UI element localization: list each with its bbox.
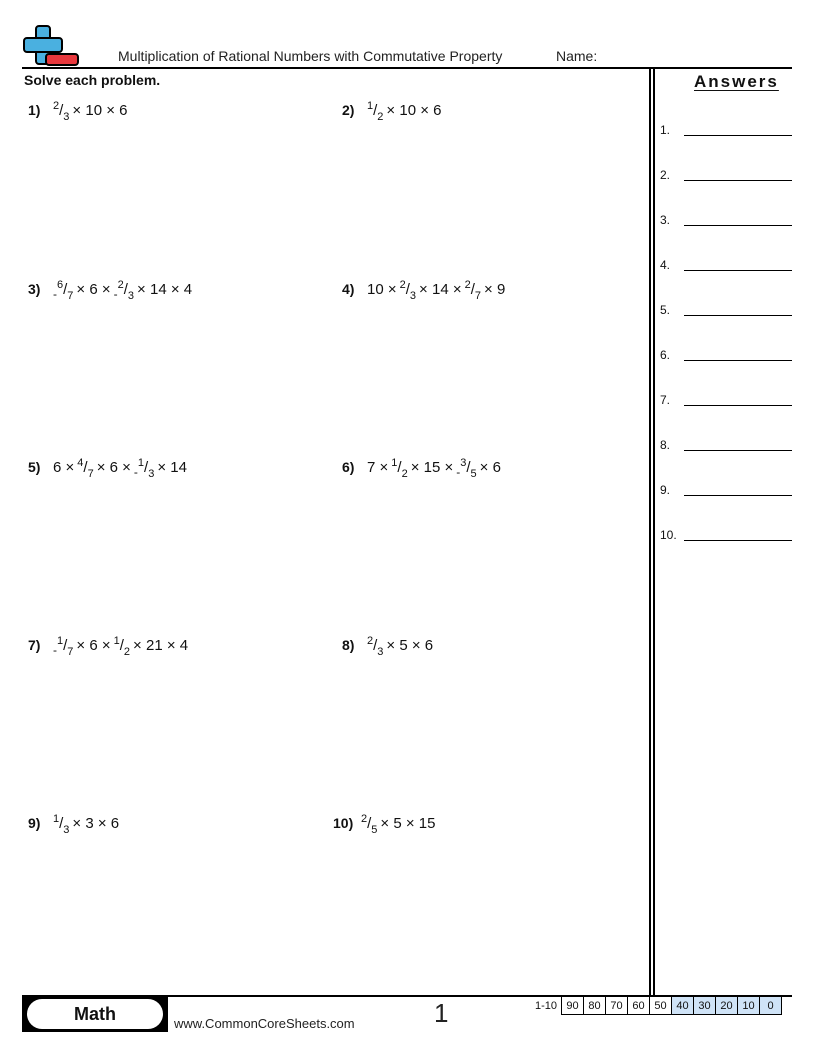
fraction-denominator: 7 <box>474 290 482 302</box>
expression-text: × 3 × 6 <box>72 815 120 832</box>
answer-number: 2. <box>660 168 671 182</box>
subject-badge: Math <box>27 999 163 1029</box>
fraction-numerator: 1 <box>113 635 120 647</box>
expression-text: × 6 <box>479 459 501 476</box>
expression-text: 7 × <box>367 459 389 476</box>
fraction-numerator: 1 <box>57 635 64 647</box>
answer-row <box>660 393 792 413</box>
score-table <box>532 996 782 1015</box>
answer-blank[interactable] <box>684 450 792 451</box>
fraction-slash: / <box>83 459 88 476</box>
problem-expression <box>367 635 436 658</box>
negative-sign: - <box>456 465 461 479</box>
problem-expression <box>53 457 190 480</box>
problem-expression <box>53 100 130 123</box>
footer-url[interactable]: www.CommonCoreSheets.com <box>174 1016 355 1031</box>
expression-text: × 14 × <box>419 281 462 298</box>
fraction-slash: / <box>59 102 64 119</box>
answer-row <box>660 168 792 188</box>
answers-heading: Answers <box>694 72 779 91</box>
fraction-numerator: 6 <box>57 279 64 291</box>
score-cell: 80 <box>584 997 606 1015</box>
fraction-denominator: 3 <box>127 290 135 302</box>
score-range-label: 1-10 <box>535 999 558 1012</box>
fraction <box>133 457 155 480</box>
score-cell: 20 <box>716 997 738 1015</box>
fraction-denominator: 2 <box>377 111 384 123</box>
answer-blank[interactable] <box>684 540 792 541</box>
fraction-slash: / <box>397 459 402 476</box>
answer-number: 8. <box>660 438 671 452</box>
answer-row <box>660 438 792 458</box>
answer-number: 1. <box>660 123 671 137</box>
fraction <box>399 279 417 302</box>
answer-blank[interactable] <box>684 405 792 406</box>
answer-row <box>660 123 792 143</box>
fraction-slash: / <box>144 459 149 476</box>
problem-expression <box>367 100 444 123</box>
expression-text: × 5 × 15 <box>380 815 436 832</box>
answer-number: 4. <box>660 258 671 272</box>
fraction <box>367 100 384 123</box>
score-cell: 60 <box>628 997 650 1015</box>
plus-minus-icon <box>22 24 80 68</box>
fraction <box>361 813 378 836</box>
worksheet-title: Multiplication of Rational Numbers with Commutative Property <box>118 48 503 64</box>
answer-column-divider <box>649 68 655 996</box>
fraction <box>391 457 408 480</box>
fraction-numerator: 1 <box>391 457 398 469</box>
fraction-denominator: 7 <box>67 646 74 658</box>
expression-text: × 6 × <box>96 459 131 476</box>
answer-blank[interactable] <box>684 360 792 361</box>
problem-expression <box>367 279 508 302</box>
fraction-denominator: 2 <box>401 468 408 480</box>
negative-sign: - <box>133 465 138 479</box>
problem-number: 6) <box>342 459 355 475</box>
answer-row <box>660 483 792 503</box>
fraction <box>367 635 384 658</box>
name-label: Name: <box>556 48 598 64</box>
header-divider <box>22 67 792 69</box>
expression-text: 10 × <box>367 281 397 298</box>
fraction-numerator: 2 <box>53 100 60 112</box>
answer-blank[interactable] <box>684 225 792 226</box>
fraction <box>113 279 135 302</box>
fraction-slash: / <box>373 102 378 119</box>
expression-text: × 6 × <box>76 281 111 298</box>
problem-number: 5) <box>28 459 41 475</box>
score-cell: 10 <box>738 997 760 1015</box>
fraction <box>456 457 477 480</box>
answer-row <box>660 348 792 368</box>
expression-text: × 14 <box>157 459 187 476</box>
fraction-numerator: 4 <box>77 457 84 469</box>
problem-number: 4) <box>342 281 355 297</box>
expression-text: × 9 <box>484 281 506 298</box>
answer-row <box>660 258 792 278</box>
fraction-slash: / <box>59 815 64 832</box>
negative-sign: - <box>113 287 118 301</box>
fraction-slash: / <box>367 815 372 832</box>
fraction <box>77 457 94 480</box>
fraction-slash: / <box>470 281 475 298</box>
answer-blank[interactable] <box>684 135 792 136</box>
answer-blank[interactable] <box>684 495 792 496</box>
fraction-denominator: 7 <box>67 290 74 302</box>
expression-text: × 10 × 6 <box>72 102 128 119</box>
expression-text: × 10 × 6 <box>386 102 442 119</box>
score-cell: 70 <box>606 997 628 1015</box>
fraction-numerator: 1 <box>137 457 145 469</box>
fraction-slash: / <box>466 459 471 476</box>
answer-number: 5. <box>660 303 671 317</box>
page-number: 1 <box>434 998 449 1028</box>
problem-expression <box>53 813 122 836</box>
score-cell: 40 <box>672 997 694 1015</box>
answer-number: 9. <box>660 483 671 497</box>
answer-row <box>660 213 792 233</box>
fraction-denominator: 3 <box>409 290 417 302</box>
expression-text: × 14 × 4 <box>137 281 193 298</box>
score-cell: 0 <box>760 997 782 1015</box>
answer-number: 10. <box>660 528 677 542</box>
problem-number: 2) <box>342 102 355 118</box>
fraction-slash: / <box>63 281 68 298</box>
fraction-numerator: 2 <box>367 635 374 647</box>
problem-number: 3) <box>28 281 41 297</box>
fraction-denominator: 5 <box>371 824 378 836</box>
fraction-denominator: 3 <box>63 824 70 836</box>
expression-text: 6 × <box>53 459 75 476</box>
fraction-slash: / <box>373 637 378 654</box>
answer-blank[interactable] <box>684 270 792 271</box>
expression-text: × 15 × <box>410 459 454 476</box>
score-cell: 30 <box>694 997 716 1015</box>
fraction-numerator: 3 <box>460 457 467 469</box>
negative-sign: - <box>53 287 57 301</box>
score-cell: 50 <box>650 997 672 1015</box>
score-cell: 90 <box>562 997 584 1015</box>
problem-number: 10) <box>333 815 354 831</box>
answer-number: 6. <box>660 348 671 362</box>
expression-text: × 6 × <box>76 637 111 654</box>
problem-number: 7) <box>28 637 41 653</box>
fraction-denominator: 7 <box>87 468 94 480</box>
fraction <box>53 813 70 836</box>
fraction-denominator: 3 <box>63 111 70 123</box>
answer-row <box>660 303 792 323</box>
fraction-numerator: 2 <box>464 279 471 291</box>
fraction-slash: / <box>119 637 124 654</box>
fraction <box>464 279 482 302</box>
negative-sign: - <box>53 643 57 657</box>
problem-number: 1) <box>28 102 41 118</box>
fraction <box>53 279 74 302</box>
expression-text: × 21 × 4 <box>133 637 189 654</box>
fraction <box>53 635 74 658</box>
fraction-slash: / <box>123 281 128 298</box>
problem-expression <box>53 635 191 658</box>
instructions: Solve each problem. <box>24 72 161 88</box>
answer-number: 3. <box>660 213 671 227</box>
problem-expression <box>53 279 195 302</box>
answer-blank[interactable] <box>684 180 792 181</box>
fraction-denominator: 2 <box>123 646 131 658</box>
problem-expression <box>361 813 438 836</box>
fraction-numerator: 2 <box>117 279 124 291</box>
fraction-numerator: 2 <box>399 279 406 291</box>
answer-blank[interactable] <box>684 315 792 316</box>
fraction <box>113 635 131 658</box>
fraction <box>53 100 70 123</box>
problem-number: 8) <box>342 637 355 653</box>
answer-row <box>660 528 792 548</box>
answer-number: 7. <box>660 393 671 407</box>
fraction-numerator: 2 <box>361 813 368 825</box>
fraction-denominator: 5 <box>470 468 477 480</box>
problem-number: 9) <box>28 815 41 831</box>
fraction-slash: / <box>63 637 68 654</box>
fraction-numerator: 1 <box>367 100 374 112</box>
fraction-denominator: 3 <box>377 646 384 658</box>
fraction-denominator: 3 <box>148 468 155 480</box>
problem-expression <box>367 457 504 480</box>
expression-text: × 5 × 6 <box>386 637 434 654</box>
fraction-slash: / <box>405 281 410 298</box>
fraction-numerator: 1 <box>53 813 60 825</box>
